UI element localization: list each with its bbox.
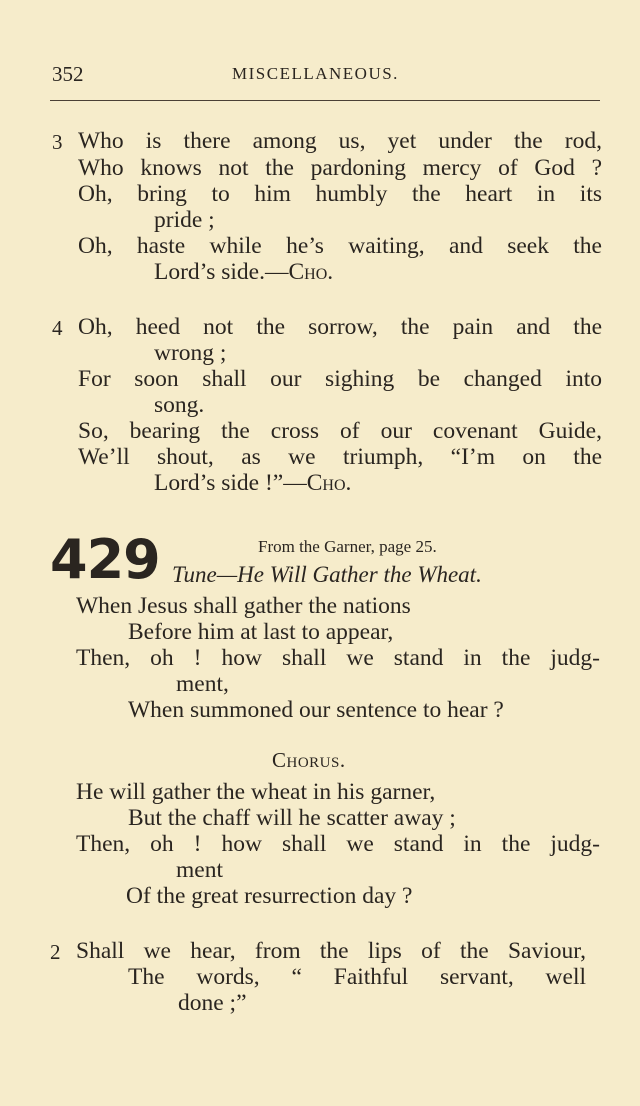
verse-line: When Jesus shall gather the nations xyxy=(76,593,411,619)
verse-line: The words, “ Faithful servant, well xyxy=(128,964,586,990)
verse-number: 2 xyxy=(50,940,61,964)
verse-line: We’ll shout, as we triumph, “I’m on the xyxy=(78,444,602,470)
chorus-line: But the chaff will he scatter away ; xyxy=(128,805,456,831)
running-header: MISCELLANEOUS. xyxy=(232,64,399,83)
verse-line: When summoned our sentence to hear ? xyxy=(128,697,504,723)
chorus-line: He will gather the wheat in his garner, xyxy=(76,779,436,805)
verse-line: ment, xyxy=(176,671,229,697)
verse-number: 4 xyxy=(52,316,63,340)
verse-line: Shall we hear, from the lips of the Saviour, xyxy=(76,938,586,964)
chorus-ref: Cho. xyxy=(306,470,352,496)
verse-line-text: Lord’s side !”— xyxy=(154,470,307,496)
verse-line: Then, oh ! how shall we stand in the judg- xyxy=(76,645,600,671)
chorus-line: Of the great resurrection day ? xyxy=(126,883,413,909)
verse-number: 3 xyxy=(52,130,63,154)
header-rule xyxy=(50,100,600,101)
verse-line: Oh, bring to him humbly the heart in its xyxy=(78,181,602,207)
hymn-source: From the Garner, page 25. xyxy=(258,537,437,556)
hymn-number: 429 xyxy=(50,528,160,591)
verse-line: Oh, haste while he’s waiting, and seek the xyxy=(78,233,602,259)
verse-line: For soon shall our sighing be changed into xyxy=(78,366,602,392)
verse-line: So, bearing the cross of our covenant Guide, xyxy=(78,418,602,444)
verse-line xyxy=(154,470,351,497)
chorus-line: Then, oh ! how shall we stand in the judg- xyxy=(76,831,600,857)
verse-line xyxy=(154,259,333,286)
verse-line-text: Lord’s side.— xyxy=(154,259,289,285)
verse-line: Who is there among us, yet under the rod, xyxy=(78,128,602,154)
verse-line: song. xyxy=(154,392,205,418)
hymn-tune: Tune—He Will Gather the Wheat. xyxy=(172,562,482,587)
verse-line: Oh, heed not the sorrow, the pain and the xyxy=(78,314,602,340)
chorus-heading: Chorus. xyxy=(272,748,346,772)
page-number: 352 xyxy=(52,62,84,86)
verse-line: Before him at last to appear, xyxy=(128,619,394,645)
verse-line: done ;” xyxy=(178,990,247,1016)
chorus-ref: Cho. xyxy=(288,259,334,285)
chorus-line: ment xyxy=(176,857,223,883)
verse-line: pride ; xyxy=(154,207,215,233)
verse-line: wrong ; xyxy=(154,340,227,366)
verse-line: Who knows not the pardoning mercy of God ? xyxy=(78,155,602,181)
